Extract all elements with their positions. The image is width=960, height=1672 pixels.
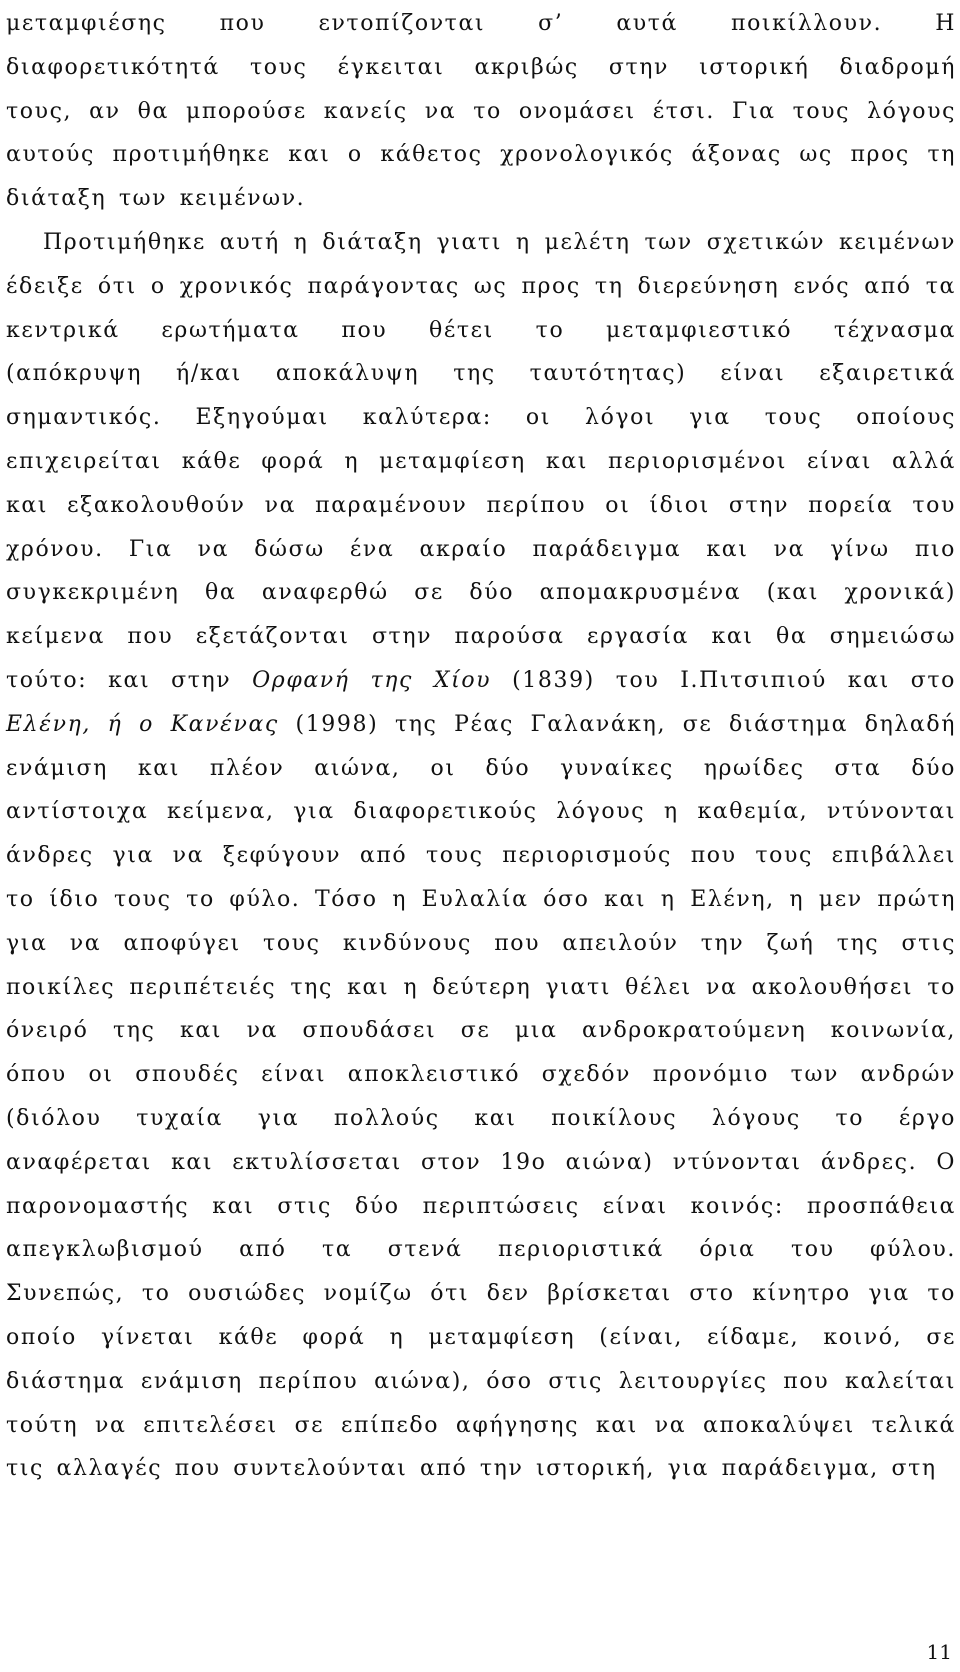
text-line: [6, 667, 956, 695]
text-segment: τις αλλαγές που συντελούνται από την ιστορική, για παράδειγμα, στη: [6, 1456, 937, 1482]
text-segment: αυτούς προτιμήθηκε και ο κάθετος χρονολογικός άξονας ως προς τη: [6, 142, 956, 168]
text-segment: χρόνου. Για να δώσω ένα ακραίο παράδειγμα και να γίνω πιο: [6, 536, 956, 562]
text-line: [6, 1455, 956, 1483]
text-segment: τους, αν θα μπορούσε κανείς να το ονομάσει έτσι. Για τους λόγους: [6, 98, 956, 124]
italic-title: Ελένη, ή ο Κανένας: [6, 711, 279, 737]
text-line: [6, 1017, 956, 1045]
text-line: [6, 404, 956, 432]
text-line: [6, 448, 956, 476]
text-segment: διαφορετικότητά τους έγκειται ακριβώς στην ιστορική διαδρομή: [6, 54, 956, 80]
text-line: [6, 98, 956, 126]
text-line: [6, 1280, 956, 1308]
text-line: [6, 1368, 956, 1396]
text-segment: για να αποφύγει τους κινδύνους που απειλούν την ζωή της στις: [6, 930, 956, 956]
text-line: [6, 798, 956, 826]
text-segment: κεντρικά ερωτήματα που θέτει το μεταμφιεστικό τέχνασμα: [6, 317, 956, 343]
text-segment: όπου οι σπουδές είναι αποκλειστικό σχεδόν προνόμιο των ανδρών: [6, 1062, 956, 1088]
text-segment: επιχειρείται κάθε φορά η μεταμφίεση και περιορισμένοι είναι αλλά: [6, 449, 956, 474]
text-segment: αντίστοιχα κείμενα, για διαφορετικούς λόγους η καθεμία, ντύνονται: [6, 799, 956, 825]
text-segment: διάταξη των κειμένων.: [6, 186, 306, 212]
text-segment: κείμενα που εξετάζονται στην παρούσα εργασία και θα σημειώσω: [6, 624, 956, 650]
text-line: [6, 141, 956, 169]
text-line: [6, 54, 956, 82]
text-segment: (1998) της Ρέας Γαλανάκη, σε διάστημα δηλαδή: [278, 711, 956, 737]
text-line: [6, 623, 956, 651]
text-segment: τούτο: και στην: [6, 668, 253, 693]
text-segment: έδειξε ότι ο χρονικός παράγοντας ως προς τη διερεύνηση ενός από τα: [6, 273, 956, 299]
text-segment: και εξακολουθούν να παραμένουν περίπου οι ίδιοι στην πορεία του: [6, 492, 956, 518]
text-segment: μεταμφιέσης που εντοπίζονται σ’ αυτά ποικίλλουν. Η: [6, 11, 956, 36]
text-segment: όνειρό της και να σπουδάσει σε μια ανδροκρατούμενη κοινωνία,: [6, 1018, 956, 1044]
text-line: [6, 930, 956, 958]
text-line: [6, 273, 956, 301]
text-segment: σημαντικός. Εξηγούμαι καλύτερα: οι λόγοι για τους οποίους: [6, 405, 956, 431]
text-segment: αναφέρεται και εκτυλίσσεται στον 19ο αιώνα) ντύνονται άνδρες. Ο: [6, 1149, 956, 1175]
text-line: [6, 1412, 956, 1440]
text-segment: ποικίλες περιπέτειές της και η δεύτερη γιατι θέλει να ακολουθήσει το: [6, 974, 956, 1000]
text-line: [6, 1236, 956, 1264]
text-line: [6, 755, 956, 783]
text-line: [6, 1149, 956, 1177]
text-line: [6, 1324, 956, 1352]
text-line: [6, 579, 956, 607]
italic-title: Ορφανή της Χίου: [252, 668, 492, 693]
text-line: [6, 536, 956, 564]
text-line: [6, 1105, 956, 1133]
text-line: [6, 974, 956, 1002]
page-number: 11: [926, 1640, 952, 1664]
text-line: [6, 185, 956, 213]
text-line: [6, 842, 956, 870]
text-line: [6, 317, 956, 345]
text-line: [6, 492, 956, 520]
text-line: [6, 886, 956, 914]
text-segment: (απόκρυψη ή/και αποκάλυψη της ταυτότητας) είναι εξαιρετικά: [6, 361, 956, 387]
text-segment: απεγκλωβισμού από τα στενά περιοριστικά όρια του φύλου.: [6, 1237, 956, 1263]
text-segment: Προτιμήθηκε αυτή η διάταξη γιατι η μελέτη των σχετικών κειμένων: [43, 230, 956, 255]
text-line: [43, 229, 956, 257]
text-segment: τούτη να επιτελέσει σε επίπεδο αφήγησης και να αποκαλύψει τελικά: [6, 1412, 956, 1438]
text-line: [6, 360, 956, 388]
text-segment: παρονομαστής και στις δύο περιπτώσεις είναι κοινός: προσπάθεια: [6, 1193, 956, 1219]
text-segment: άνδρες για να ξεφύγουν από τους περιορισμούς που τους επιβάλλει: [6, 843, 956, 869]
text-segment: το ίδιο τους το φύλο. Τόσο η Ευλαλία όσο και η Ελένη, η μεν πρώτη: [6, 887, 956, 912]
text-line: [6, 711, 956, 739]
text-segment: ενάμιση και πλέον αιώνα, οι δύο γυναίκες ηρωίδες στα δύο: [6, 755, 956, 781]
text-segment: (διόλου τυχαία για πολλούς και ποικίλους λόγους το έργο: [6, 1106, 956, 1131]
text-segment: (1839) του Ι.Πιτσιπιού και στο: [491, 668, 956, 693]
text-segment: οποίο γίνεται κάθε φορά η μεταμφίεση (είναι, είδαμε, κοινό, σε: [6, 1325, 956, 1350]
text-line: [6, 10, 956, 38]
text-line: [6, 1061, 956, 1089]
text-segment: Συνεπώς, το ουσιώδες νομίζω ότι δεν βρίσκεται στο κίνητρο για το: [6, 1281, 956, 1307]
text-segment: διάστημα ενάμιση περίπου αιώνα), όσο στις λειτουργίες που καλείται: [6, 1368, 956, 1394]
text-line: [6, 1193, 956, 1221]
text-segment: συγκεκριμένη θα αναφερθώ σε δύο απομακρυσμένα (και χρονικά): [6, 580, 956, 606]
